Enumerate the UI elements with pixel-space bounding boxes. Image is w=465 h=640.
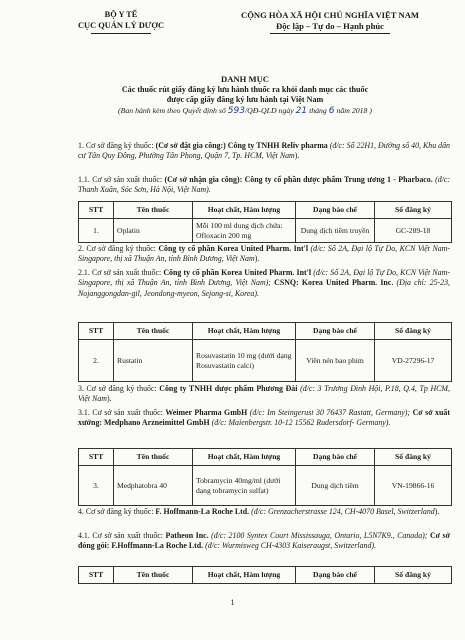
- col-header-active: Hoạt chất, Hàm lượng: [193, 323, 296, 340]
- manufacturer-label: 3.1. Cơ sở sản xuất thuốc:: [78, 408, 163, 417]
- table-row: [79, 340, 452, 382]
- foreign-partner-address: (Địa chỉ: 25-23, Nojanggongdan-gil, Jeondong-myeon, Sejong-si, Korea).: [78, 278, 450, 298]
- registrant-address: (đ/c: Số 22H1, Đường số 40, Khu dân cư Tân Quy Đông, Phường Tân Phong, Quận 7, Tp. HCM, Việt Nam: [78, 141, 451, 161]
- col-header-reg: Số đăng ký: [375, 449, 452, 466]
- registrant-tail: ).: [294, 151, 300, 161]
- col-header-stt: STT: [79, 323, 114, 340]
- registrant-label: 1. Cơ sở đăng ký thuốc:: [78, 141, 154, 150]
- document-subtitle-1: Các thuốc rút giấy đăng ký lưu hành thuốc ra khỏi danh mục các thuốc: [121, 85, 369, 94]
- registrant-address: (đ/c: 3 Trương Đình Hội, P.18, Q.4, Tp HCM, Việt Nam: [78, 384, 450, 404]
- registrant-label: 4. Cơ sở đăng ký thuốc:: [78, 507, 154, 516]
- col-header-stt: STT: [79, 449, 114, 466]
- manufacturer-name: (Cơ sở nhận gia công): Công ty cổ phần dược phẩm Trung ương 1 - Pharbaco.: [164, 175, 433, 184]
- drug-table-3: [78, 448, 452, 506]
- cell-name: Rustatin: [114, 340, 193, 382]
- drug-table-4: [78, 566, 452, 584]
- manufacturer-label: 2.1. Cơ sở sản xuất thuốc:: [78, 268, 162, 277]
- packager-name: Cơ sở đóng gói: F.Hoffmann-La Roche Ltd.: [78, 531, 450, 551]
- section-1-registrant: [78, 141, 450, 162]
- section-4-registrant: [78, 507, 450, 517]
- manufacturer-address: (đ/c: Thanh Xuân, Sóc Sơn, Hà Nội, Việt Nam).: [78, 175, 450, 195]
- header-divider-left: [91, 33, 151, 34]
- col-header-stt: STT: [79, 567, 114, 584]
- cell-form: Dung dịch tiêm: [296, 466, 375, 506]
- cell-active: Tobramycin 40mg/ml (dưới dạng tobramycin sulfat): [193, 466, 296, 506]
- ministry-name: BỘ Y TẾ: [104, 10, 138, 19]
- col-header-name: Tên thuốc: [114, 449, 193, 466]
- month-label: tháng: [309, 106, 327, 116]
- registrant-name: F. Hoffmann-La Roche Ltd.: [155, 507, 250, 516]
- drug-table-2: [78, 322, 452, 382]
- col-header-reg: Số đăng ký: [375, 202, 452, 219]
- national-motto: Độc lập – Tự do – Hạnh phúc: [276, 20, 384, 31]
- section-2-registrant: [78, 244, 450, 265]
- col-header-form: Dạng bào chế: [296, 567, 375, 584]
- cell-name: Oplatin: [114, 219, 193, 243]
- country-name: CỘNG HÒA XÃ HỘI CHỦ NGHĨA VIỆT NAM: [240, 10, 420, 20]
- manufacturer-name: Weimer Pharma GmbH: [165, 408, 248, 417]
- col-header-name: Tên thuốc: [114, 202, 193, 219]
- section-3-manufacturer: [78, 408, 450, 429]
- col-header-active: Hoạt chất, Hàm lượng: [193, 567, 296, 584]
- department-name: CỤC QUẢN LÝ DƯỢC: [78, 20, 164, 30]
- manufacturer-name: Công ty cổ phần Korea United Pharm. Int'l: [163, 268, 312, 277]
- issued-mid: /QĐ-QLD ngày: [244, 106, 294, 116]
- col-header-stt: STT: [79, 202, 114, 219]
- decision-number: 593: [227, 106, 245, 117]
- page-number: 1: [230, 598, 235, 607]
- col-header-form: Dạng bào chế: [296, 449, 375, 466]
- col-header-name: Tên thuốc: [114, 323, 193, 340]
- registrant-name: Công ty cổ phần Korea United Pharm. Int'l: [158, 244, 309, 253]
- manufacturer-name: Patheon Inc.: [165, 531, 209, 540]
- manufacturer-address: (đ/c: 2100 Syntex Court Mississauga, Ontario, L5N7K9., Canada);: [211, 531, 428, 540]
- section-1-manufacturer: [78, 175, 450, 196]
- registrant-address: (đ/c: Số 2A, Đại lộ Tự Do, KCN Việt Nam- Singapore, thị xã Thuận An, tỉnh Bình Dương, Việt Nam: [78, 244, 450, 264]
- col-header-name: Tên thuốc: [114, 567, 193, 584]
- section-4-manufacturer: [78, 531, 450, 552]
- table-header-row: [79, 323, 452, 340]
- release-site-name: Cơ sở xuất xưởng: Medphano Arzneimittel GmbH: [78, 408, 450, 428]
- issued-by-decision: [60, 106, 430, 118]
- registrant-label: 2. Cơ sở đăng ký thuốc:: [78, 244, 156, 253]
- cell-name: Medphatobra 40: [114, 466, 193, 506]
- section-2-manufacturer: [78, 268, 450, 299]
- cell-reg: VN-19866-16: [375, 466, 452, 506]
- registrant-name: Công ty TNHH dược phẩm Phương Đài: [159, 384, 298, 393]
- cell-active: Rosuvastatin 10 mg (dưới dạng Rosuvastatin calci): [193, 340, 296, 382]
- table-header-row: [79, 449, 452, 466]
- table-header-row: [79, 567, 452, 584]
- foreign-partner-name: CSNQ: Korea United Pharm. Inc.: [274, 278, 394, 288]
- col-header-reg: Số đăng ký: [375, 323, 452, 340]
- col-header-reg: Số đăng ký: [375, 567, 452, 584]
- cell-active: Mỗi 100 ml dung dịch chứa: Ofloxacin 200 mg: [193, 219, 296, 243]
- national-header: [212, 10, 448, 34]
- manufacturer-label: 1.1. Cơ sở sản xuất thuốc:: [78, 175, 163, 184]
- manufacturer-label: 4.1. Cơ sở sản xuất thuốc:: [78, 531, 163, 540]
- document-title: DANH MỤC: [221, 74, 269, 84]
- issued-prefix: (Ban hành kèm theo Quyết định số: [117, 106, 226, 116]
- release-site-address: (đ/c: Maienbergstr. 10-12 15562 Rudersdorf- Germany).: [211, 418, 391, 428]
- registrant-tail: ).: [254, 254, 260, 264]
- issuer-header: [66, 10, 176, 34]
- decision-month: 6: [328, 106, 335, 117]
- registrant-tail: ).: [107, 394, 112, 404]
- registrant-tail: ).: [434, 507, 440, 516]
- col-header-form: Dạng bào chế: [296, 202, 375, 219]
- table-header-row: [79, 202, 452, 219]
- cell-stt: 2.: [79, 340, 114, 382]
- table-row: [79, 219, 452, 243]
- cell-reg: VD-27296-17: [375, 340, 452, 382]
- cell-stt: 3.: [79, 466, 114, 506]
- manufacturer-address: (đ/c: Số 2A, Đại lộ Tự Do, KCN Việt Nam- Singapore, thị xã Thuận An, tỉnh Bình Dương, Việt Nam);: [78, 268, 450, 288]
- cell-form: Dung dịch tiêm truyền: [296, 219, 375, 243]
- cell-reg: GC-289-18: [375, 219, 452, 243]
- table-row: [79, 466, 452, 506]
- packager-address: (đ/c: Wurmisweg CH-4303 Kaiseraugst, Switzerland).: [205, 541, 377, 551]
- col-header-active: Hoạt chất, Hàm lượng: [193, 202, 296, 219]
- manufacturer-address: (đ/c: Im Steingerust 30 76437 Rastatt, Germany);: [249, 408, 411, 417]
- document-title-block: [60, 74, 430, 118]
- cell-form: Viên nén bao phim: [296, 340, 375, 382]
- registrant-name: (Cơ sở đặt gia công:) Công ty TNHH Reliv pharma: [155, 141, 328, 150]
- cell-stt: 1.: [79, 219, 114, 243]
- col-header-form: Dạng bào chế: [296, 323, 375, 340]
- registrant-address: (đ/c: Grenzacherstrasse 124, CH-4070 Basel, Switzerland: [251, 507, 435, 516]
- drug-table-1: [78, 201, 452, 243]
- document-subtitle-2: được cấp giấy đăng ký lưu hành tại Việt Nam: [166, 95, 324, 105]
- registrant-label: 3. Cơ sở đăng ký thuốc:: [78, 384, 157, 393]
- decision-day: 21: [295, 106, 308, 117]
- header-divider-right: [270, 33, 390, 34]
- col-header-active: Hoạt chất, Hàm lượng: [193, 449, 296, 466]
- section-3-registrant: [78, 384, 450, 405]
- issued-year: năm 2018 ): [336, 106, 372, 116]
